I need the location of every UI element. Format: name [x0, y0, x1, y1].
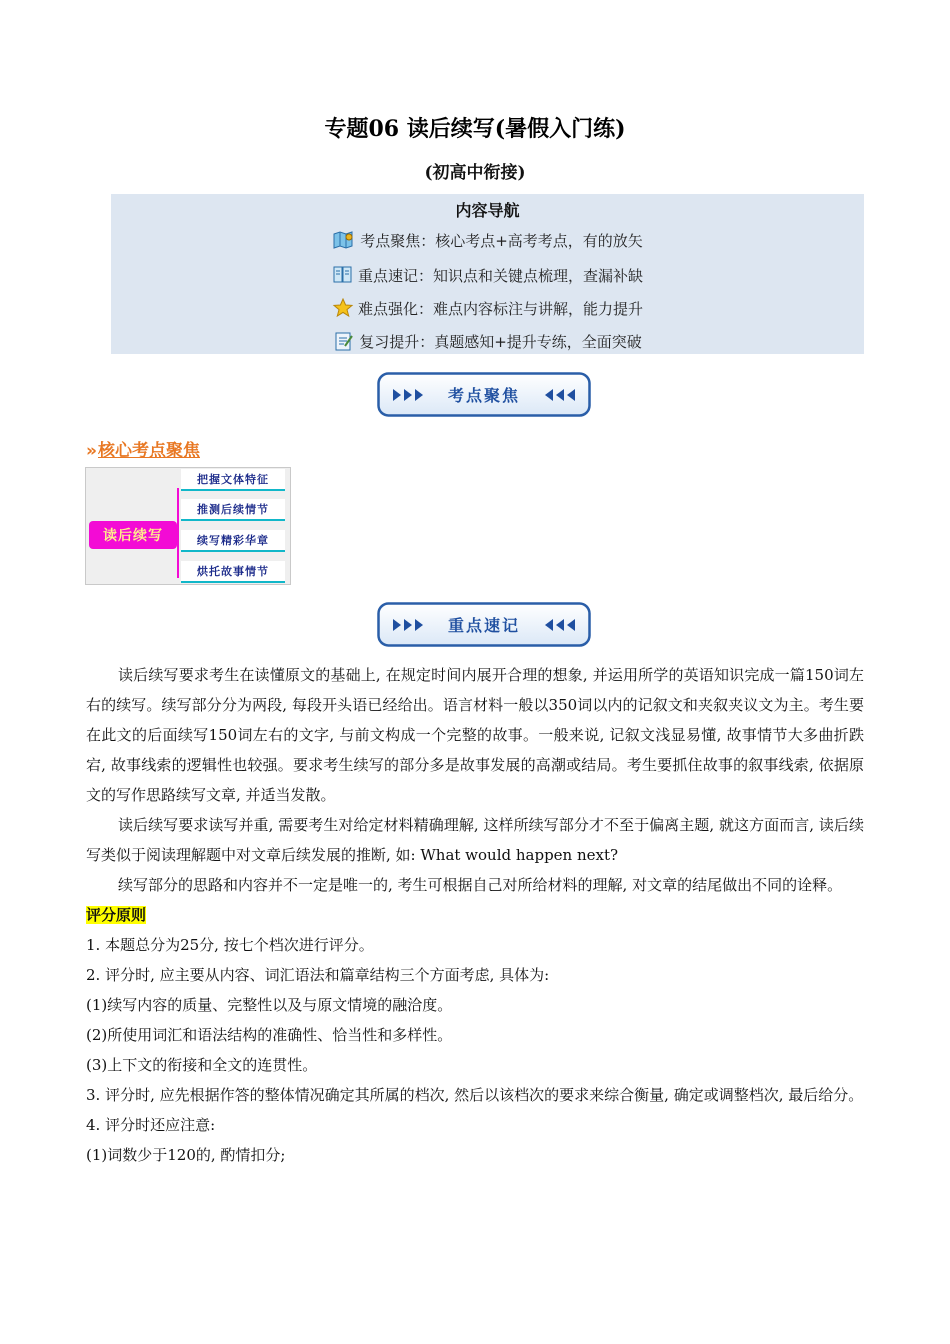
nav-item-memory	[111, 265, 864, 286]
page-subtitle: (初高中衔接)	[424, 163, 526, 183]
nav-item-text: 重点速记：知识点和关键点梳理，查漏补缺	[357, 267, 643, 285]
nav-item-review	[111, 331, 864, 352]
nav-item-text: 复习提升：真题感知+提升专练，全面突破	[359, 333, 642, 351]
banner-memory	[377, 602, 591, 646]
banner-focus-label: 考点聚焦	[447, 386, 520, 405]
criteria-item: 2. 评分时, 应主要从内容、词汇语法和篇章结构三个方面考虑, 具体为:	[86, 966, 550, 984]
banner-memory-label: 重点速记	[447, 616, 520, 635]
criteria-item: (1)词数少于120的, 酌情扣分;	[86, 1146, 286, 1164]
page-title: 专题06 读后续写(暑假入门练)	[324, 116, 626, 142]
notepad-icon	[333, 331, 355, 351]
paragraph: 读后续写要求考生在读懂原文的基础上, 在规定时间内展开合理的想象, 并运用所学的英语知识完成一篇150词左右的续写。续写部分分为两段, 每段开头语已经给出。语言材料一般以350词以内的记叙文和夹叙夹议文为主。考生要在此文的后面续写150词左右的文字, 与前文构成一个完整的故事。一般来说, 记叙文浅显易懂, 故事情节大多曲折跌宕, 故事线索的逻辑性也较强。要求考生续写的部分多是故事发展的高潮或结局。考生要抓住故事的叙事线索, 依据原文的写作思路续写文章, 并适当发散。	[86, 666, 864, 804]
diagram-branch: 续写精彩华章	[181, 530, 285, 552]
main-content	[86, 660, 864, 1170]
criteria-item: (1)续写内容的质量、完整性以及与原文情境的融洽度。	[86, 996, 453, 1014]
book-icon	[332, 265, 354, 285]
nav-item-focus	[111, 230, 864, 251]
content-navigation-box	[111, 194, 864, 354]
criteria-item: (2)所使用词汇和语法结构的准确性、恰当性和多样性。	[86, 1026, 453, 1044]
criteria-item: 4. 评分时还应注意:	[86, 1116, 216, 1134]
paragraph: 续写部分的思路和内容并不一定是唯一的, 考生可根据自己对所给材料的理解, 对文章的结尾做出不同的诠释。	[118, 876, 843, 894]
nav-item-text: 考点聚焦：核心考点+高考考点，有的放矢	[360, 232, 643, 250]
diagram-branch: 把握文体特征	[181, 469, 285, 491]
mind-map-diagram	[85, 467, 291, 585]
diagram-branch: 推测后续情节	[181, 499, 285, 521]
criteria-item: 1. 本题总分为25分, 按七个档次进行评分。	[86, 936, 374, 954]
diagram-center-node: 读后续写	[89, 521, 177, 549]
star-icon	[332, 298, 354, 318]
criteria-item: 3. 评分时, 应先根据作答的整体情况确定其所属的档次, 然后以该档次的要求来综合衡量, 确定或调整档次, 最后给分。	[86, 1086, 864, 1104]
criteria-heading: 评分原则	[86, 906, 147, 924]
map-icon	[332, 230, 356, 250]
nav-heading: 内容导航	[455, 201, 520, 220]
diagram-branch: 烘托故事情节	[181, 561, 285, 583]
nav-item-difficulty	[111, 298, 864, 319]
double-chevron-icon: »	[86, 441, 94, 461]
banner-focus	[377, 372, 591, 416]
core-section-heading: » 核心考点聚焦	[86, 441, 200, 461]
criteria-item: (3)上下文的衔接和全文的连贯性。	[86, 1056, 318, 1074]
nav-item-text: 难点强化：难点内容标注与讲解，能力提升	[357, 300, 643, 318]
paragraph: 读后续写要求读写并重, 需要考生对给定材料精确理解, 这样所续写部分才不至于偏离主题, 就这方面而言, 读后续写类似于阅读理解题中对文章后续发展的推断, 如: What would happen next?	[86, 816, 864, 864]
